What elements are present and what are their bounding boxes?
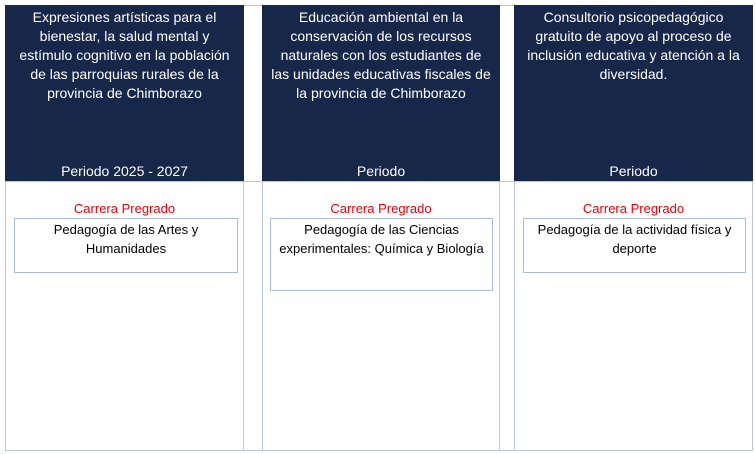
project-column-2 bbox=[262, 5, 500, 451]
project-period-2: Periodo bbox=[356, 163, 406, 179]
career-label-3: Carrera Pregrado bbox=[582, 201, 685, 216]
project-period-1: Periodo 2025 - 2027 bbox=[61, 163, 188, 179]
program-box-1: Pedagogía de las Artes y Humanidades bbox=[14, 218, 238, 273]
project-header-2 bbox=[262, 5, 500, 181]
project-column-3 bbox=[514, 5, 753, 451]
career-label-1: Carrera Pregrado bbox=[73, 201, 176, 216]
project-column-1 bbox=[5, 5, 244, 451]
project-header-1 bbox=[5, 5, 244, 181]
project-header-3 bbox=[514, 5, 753, 181]
program-box-3: Pedagogía de la actividad física y deporte bbox=[523, 218, 746, 273]
project-period-3: Periodo bbox=[609, 163, 658, 179]
career-label-2: Carrera Pregrado bbox=[330, 201, 432, 216]
program-box-2: Pedagogía de las Ciencias experimentales: Química y Biología bbox=[270, 218, 493, 291]
project-title-1: Expresiones artísticas para el bienestar, la salud mental y estímulo cognitivo en la población de las parroquias rurales de la provincia de Chimborazo bbox=[19, 9, 230, 101]
project-title-2: Educación ambiental en la conservación de los recursos naturales con los estudiantes de las unidades educativas fiscales de la provincia de Chimborazo bbox=[271, 9, 491, 101]
project-title-3: Consultorio psicopedagógico gratuito de apoyo al proceso de inclusión educativa y atención a la diversidad. bbox=[527, 9, 740, 82]
